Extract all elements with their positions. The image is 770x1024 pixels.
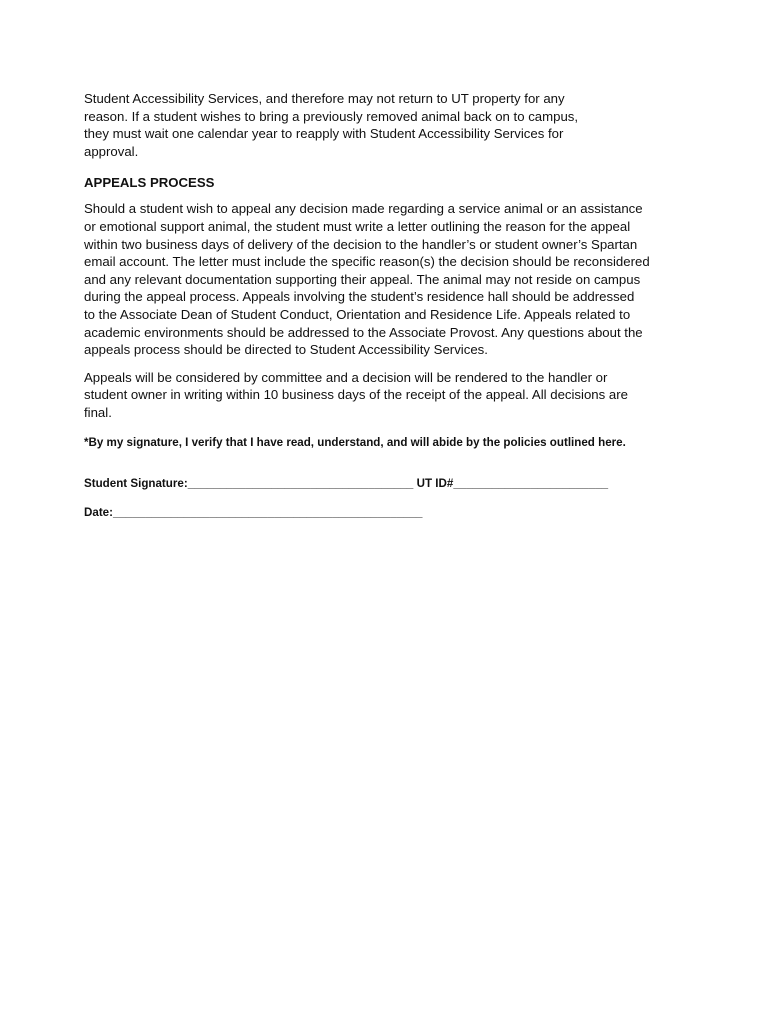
appeals-p1-line-3: within two business days of delivery of the decision to the handler’s or student owner’s Spartan: [84, 236, 638, 252]
appeals-p1-line-7: to the Associate Dean of Student Conduct, Orientation and Residence Life. Appeals related to: [84, 306, 631, 322]
appeals-p1-line-2: or emotional support animal, the student must write a letter outlining the reason for the appeal: [84, 218, 631, 234]
student-signature-field[interactable]: ___________________________________: [187, 476, 414, 490]
date-field[interactable]: ________________________________________________: [113, 505, 423, 519]
student-signature-label: Student Signature:: [84, 476, 188, 490]
intro-line-4: approval.: [84, 143, 139, 159]
appeals-p1-line-6: during the appeal process. Appeals involving the student’s residence hall should be addressed: [84, 289, 635, 305]
appeals-paragraph-2: [84, 369, 684, 422]
ut-id-field[interactable]: ________________________: [453, 476, 609, 490]
document-page: [84, 90, 684, 520]
appeals-p1-line-9: appeals process should be directed to Student Accessibility Services.: [84, 342, 488, 358]
date-line: [84, 505, 684, 520]
appeals-p1-line-4: email account. The letter must include the specific reason(s) the decision should be reconsidered: [84, 254, 650, 270]
appeals-p1-line-5: and any relevant documentation supporting their appeal. The animal may not reside on campus: [84, 271, 641, 287]
appeals-p1-line-8: academic environments should be addressed to the Associate Provost. Any questions about the: [84, 324, 643, 340]
date-label: Date:: [84, 505, 113, 519]
appeals-heading: APPEALS PROCESS: [84, 175, 215, 191]
intro-paragraph: [84, 90, 684, 160]
ut-id-label: UT ID#: [413, 476, 454, 490]
appeals-paragraph-1: [84, 200, 684, 358]
appeals-p1-line-1: Should a student wish to appeal any decision made regarding a service animal or an assistance: [84, 201, 643, 217]
appeals-p2-line-3: final.: [84, 404, 112, 420]
intro-line-2: reason. If a student wishes to bring a previously removed animal back on to campus,: [84, 108, 579, 124]
appeals-p2-line-1: Appeals will be considered by committee and a decision will be rendered to the handler or: [84, 369, 608, 385]
signature-line: [84, 476, 684, 491]
appeals-p2-line-2: student owner in writing within 10 business days of the receipt of the appeal. All decisions are: [84, 387, 628, 403]
intro-line-1: Student Accessibility Services, and therefore may not return to UT property for any: [84, 91, 565, 106]
intro-line-3: they must wait one calendar year to reapply with Student Accessibility Services for: [84, 126, 564, 142]
verification-statement: *By my signature, I verify that I have read, understand, and will abide by the policies outlined here.: [84, 435, 626, 449]
